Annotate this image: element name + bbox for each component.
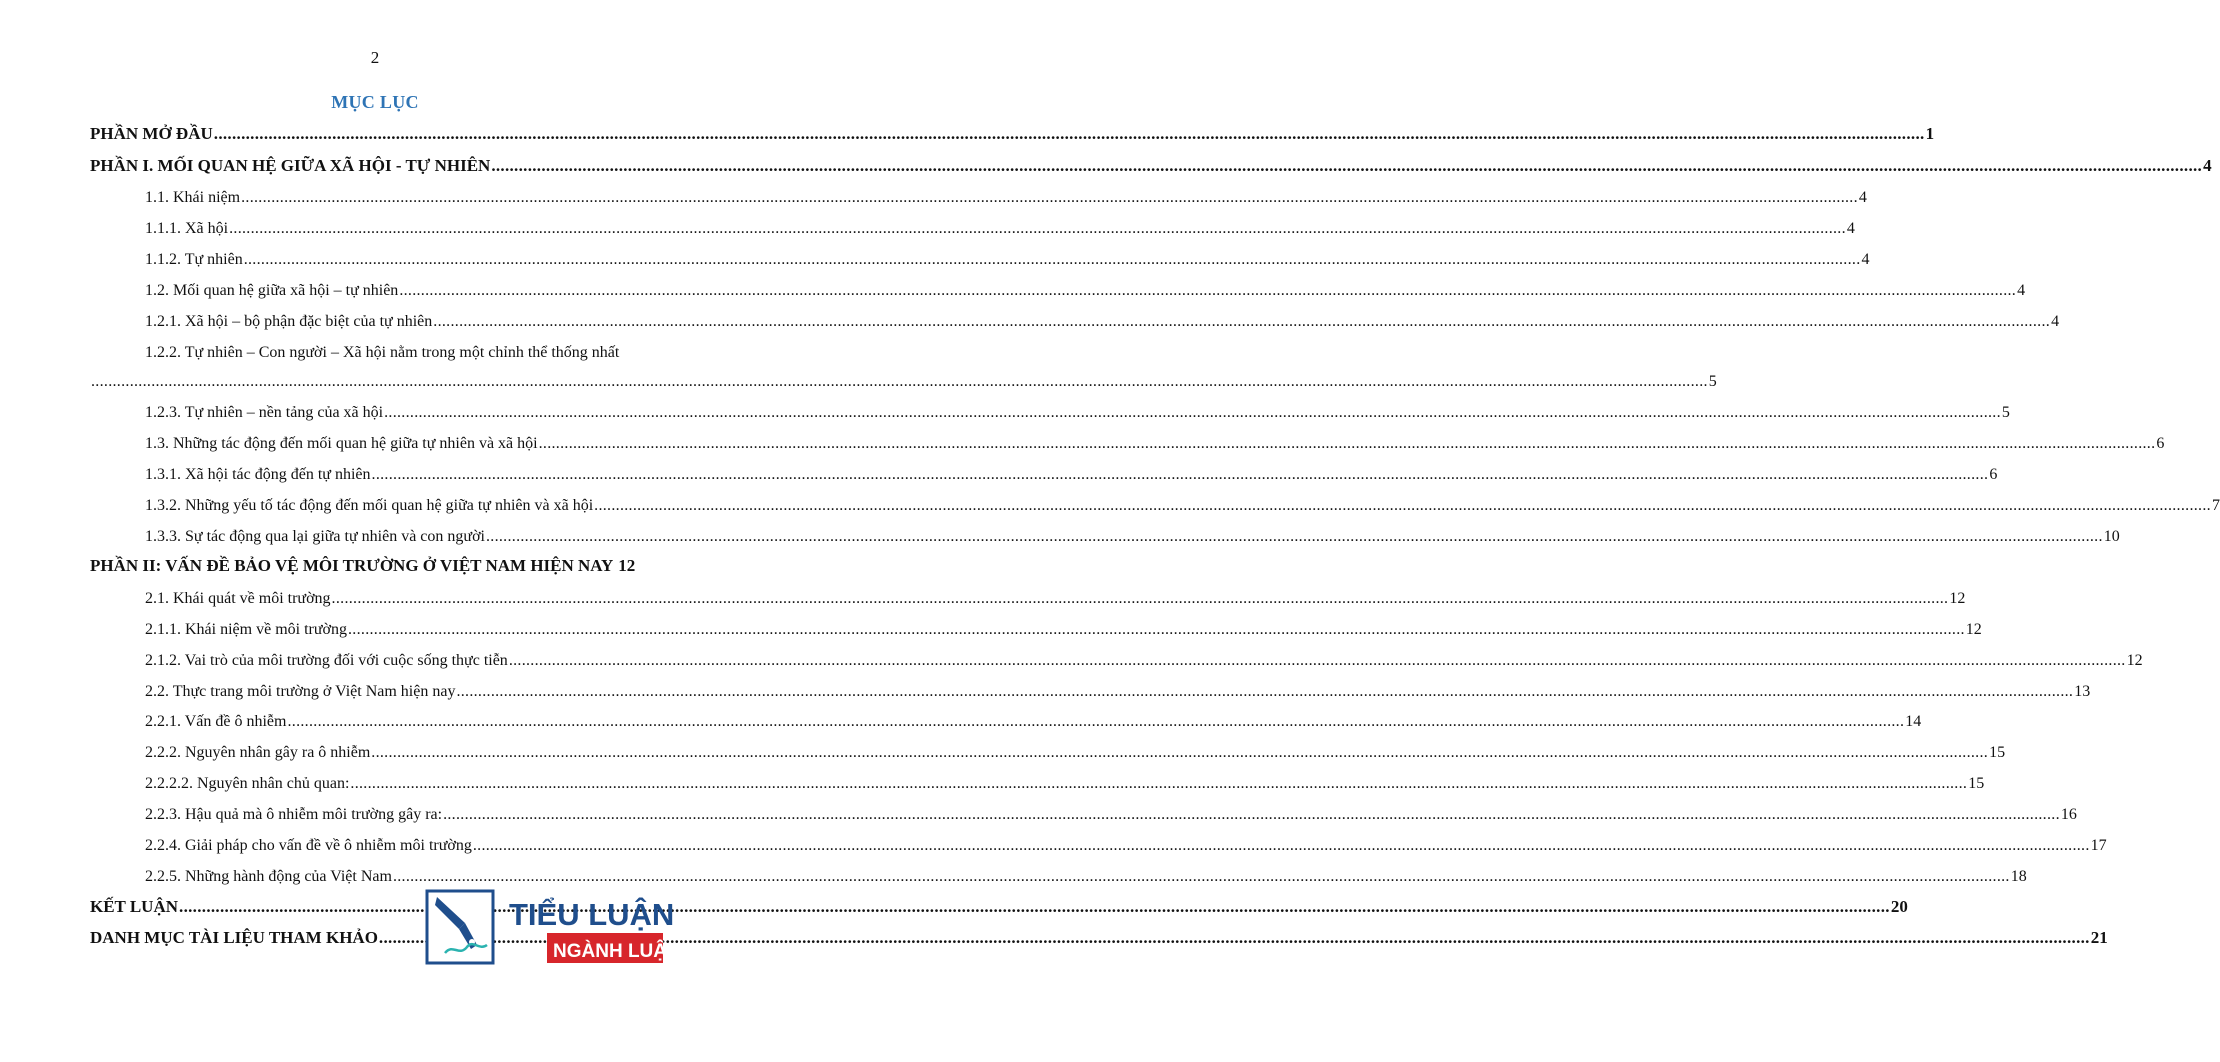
- toc-entry-continuation: [90, 367, 1717, 391]
- toc-entry-page: 21: [2090, 928, 2108, 947]
- toc-entry-label: 2.2.2.2. Nguyên nhân chủ quan:: [145, 775, 350, 792]
- toc-entry-page: 12: [1965, 621, 1982, 638]
- toc-entry-label: DANH MỤC TÀI LIỆU THAM KHẢO: [90, 928, 378, 947]
- toc-entry-page: 15: [1989, 744, 2006, 761]
- toc-entry[interactable]: [145, 615, 1982, 639]
- toc-entry-label: 2.1.2. Vai trò của môi trường đối với cuộc sống thực tiễn: [145, 652, 508, 669]
- toc-entry-label: 1.2.1. Xã hội – bộ phận đặc biệt của tự nhiên: [145, 313, 433, 330]
- pen-nib-icon: [427, 891, 493, 963]
- toc-entry[interactable]: [145, 183, 1867, 207]
- toc-entry-page: 10: [2103, 528, 2120, 545]
- toc-entry-page: 4: [2051, 313, 2060, 330]
- toc-entry[interactable]: [145, 800, 2077, 824]
- logo-line1: TIỂU LUẬN: [509, 897, 675, 932]
- toc-entry-page: 4: [2203, 156, 2212, 175]
- toc-entry-page: 4: [1846, 220, 1855, 237]
- toc-entry-page: 5: [1708, 373, 1717, 390]
- toc-entry-label: 2.2.4. Giải pháp cho vấn đề về ô nhiễm môi trường: [145, 837, 472, 854]
- toc-entry-label: 2.2.3. Hậu quả mà ô nhiễm môi trường gây ra:: [145, 806, 443, 823]
- toc-entry-label: 1.2. Mối quan hệ giữa xã hội – tự nhiên: [145, 282, 399, 299]
- tieu-luan-nganh-luat-logo: [425, 887, 679, 967]
- toc-entry[interactable]: [145, 245, 1870, 269]
- toc-entry[interactable]: [145, 677, 2091, 701]
- toc-entry-label: 1.3.1. Xã hội tác động đến tự nhiên: [145, 466, 371, 483]
- toc-entry-label: PHẦN MỞ ĐẦU: [90, 124, 213, 143]
- toc-entry[interactable]: [90, 120, 1935, 144]
- toc-entry[interactable]: [90, 552, 662, 576]
- toc-entry-page: 6: [2156, 435, 2165, 452]
- toc-entry-page: 12: [618, 556, 636, 575]
- toc-entry[interactable]: [145, 276, 2026, 300]
- toc-entry-label: 2.1. Khái quát về môi trường: [145, 590, 331, 607]
- toc-entry[interactable]: [145, 522, 2120, 546]
- toc-entry-label: 1.2.2. Tự nhiên – Con người – Xã hội nằm trong một chỉnh thể thống nhất: [145, 344, 620, 361]
- toc-entry[interactable]: [145, 398, 2010, 422]
- toc-entry-page: 4: [1858, 189, 1867, 206]
- toc-entry[interactable]: [145, 738, 2006, 762]
- toc-entry[interactable]: [145, 646, 2143, 670]
- toc-entry-page: 18: [2010, 868, 2027, 885]
- toc-entry[interactable]: [145, 707, 1922, 731]
- toc-entry[interactable]: [145, 769, 1985, 793]
- toc-entry-label: 1.3.2. Những yếu tố tác động đến mối quan hệ giữa tự nhiên và xã hội: [145, 497, 594, 514]
- toc-entry[interactable]: [90, 152, 2212, 176]
- toc-title: MỤC LỤC: [331, 92, 419, 112]
- toc-entry-page: 4: [2017, 282, 2026, 299]
- toc-entry-label: PHẦN II: VẤN ĐỀ BẢO VỆ MÔI TRƯỜNG Ở VIỆT NAM HIỆN NAY: [90, 556, 614, 575]
- toc-entry-page: 7: [2211, 497, 2220, 514]
- toc-entry[interactable]: [145, 460, 1998, 484]
- toc-entry-page: 13: [2074, 683, 2091, 700]
- toc-entry[interactable]: [145, 831, 2107, 855]
- page-number: 2: [370, 48, 380, 67]
- toc-entry-page: 4: [1861, 251, 1870, 268]
- toc-entry-page: 12: [2126, 652, 2143, 669]
- toc-entry-label: 1.1.1. Xã hội: [145, 220, 229, 237]
- logo-line2: NGÀNH LUẬT: [553, 941, 679, 962]
- toc-entry-label: 1.3.3. Sự tác động qua lại giữa tự nhiên và con người: [145, 528, 485, 545]
- toc-entry[interactable]: [145, 491, 2220, 515]
- toc-entry-page: 1: [1925, 124, 1935, 143]
- toc-entry[interactable]: [145, 429, 2165, 453]
- toc-entry-label: PHẦN I. MỐI QUAN HỆ GIỮA XÃ HỘI - TỰ NHIÊN: [90, 156, 491, 175]
- toc-entry-page: 6: [1989, 466, 1998, 483]
- toc-entry-label: 1.2.3. Tự nhiên – nền tảng của xã hội: [145, 404, 384, 421]
- toc-entry-page: 17: [2090, 837, 2107, 854]
- toc-entry[interactable]: [145, 338, 662, 362]
- toc-entry-label: 2.2.5. Những hành động của Việt Nam: [145, 868, 392, 885]
- toc-entry-page: 16: [2060, 806, 2077, 823]
- toc-entry-label: 2.2.2. Nguyên nhân gây ra ô nhiễm: [145, 744, 371, 761]
- toc-entry-label: 1.3. Những tác động đến mối quan hệ giữa tự nhiên và xã hội: [145, 435, 538, 452]
- toc-entry[interactable]: [145, 862, 2027, 886]
- toc-entry-page: 15: [1968, 775, 1985, 792]
- toc-entry-page: 20: [1890, 897, 1908, 916]
- toc-entry-page: 14: [1905, 713, 1922, 730]
- toc-entry-label: 1.1.2. Tự nhiên: [145, 251, 243, 268]
- toc-entry-label: 2.2.1. Vấn đề ô nhiễm: [145, 713, 287, 730]
- toc-entry-label: 1.1. Khái niệm: [145, 189, 241, 206]
- toc-entry-label: 2.2. Thực trang môi trường ở Việt Nam hiện nay: [145, 683, 456, 700]
- toc-entry[interactable]: [145, 214, 1855, 238]
- toc-entry-label: KẾT LUẬN: [90, 897, 179, 916]
- toc-entry-page: 12: [1949, 590, 1966, 607]
- toc-entry[interactable]: [145, 584, 1966, 608]
- toc-entry-page: 5: [2001, 404, 2010, 421]
- toc-entry[interactable]: [145, 307, 2060, 331]
- toc-entry-label: 2.1.1. Khái niệm về môi trường: [145, 621, 347, 638]
